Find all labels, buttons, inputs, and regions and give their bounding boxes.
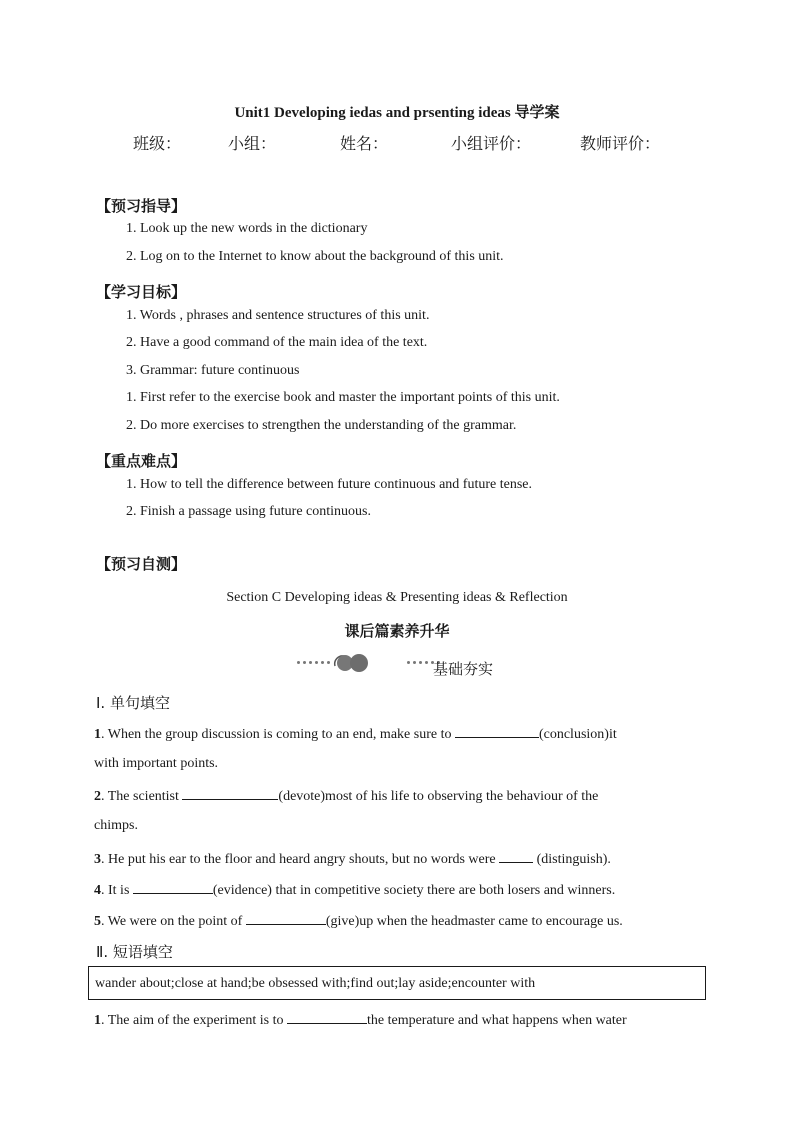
preview-guide-item: 1. Look up the new words in the dictionary: [126, 221, 368, 236]
badge-label: 基础夯实: [433, 660, 494, 678]
question-text: . He put his ear to the floor and heard angry shouts, but no words were: [101, 852, 500, 867]
question-hint: (give)up when the headmaster came to encourage us.: [325, 914, 623, 929]
question-text: . The scientist: [101, 789, 183, 804]
question-number: 3: [94, 852, 101, 867]
answer-blank[interactable]: [133, 881, 213, 894]
key-points-heading: 【重点难点】: [96, 452, 187, 470]
question-4: [94, 881, 698, 899]
question-text: . We were on the point of: [101, 914, 246, 929]
badge-circles-icon: [330, 652, 376, 674]
question-number: 1: [94, 1013, 101, 1028]
goal-item: 2. Have a good command of the main idea of the text.: [126, 335, 428, 350]
question-number: 1: [94, 727, 101, 742]
preview-guide-item: 2. Log on to the Internet to know about the background of this unit.: [126, 249, 504, 264]
phrase-box: [88, 966, 706, 1000]
key-point-item: 2. Finish a passage using future continuous.: [126, 504, 371, 519]
preview-guide-heading: 【预习指导】: [96, 197, 187, 215]
group-eval-label: 小组评价：: [451, 134, 532, 153]
goals-heading: 【学习目标】: [96, 283, 187, 301]
page-title: Unit1 Developing iedas and prsenting ideas 导学案: [234, 105, 560, 121]
question-text: . The aim of the experiment is to: [101, 1013, 287, 1028]
question-5: [94, 912, 698, 930]
question-number: 4: [94, 883, 101, 898]
class-label: 班级：: [133, 134, 182, 153]
question-1: [94, 725, 698, 743]
part2-question-1: [94, 1011, 698, 1029]
answer-blank[interactable]: [287, 1011, 367, 1024]
question-hint: the temperature and what happens when water: [366, 1013, 627, 1028]
key-point-item: 1. How to tell the difference between future continuous and future tense.: [126, 477, 532, 492]
question-text: . It is: [101, 883, 133, 898]
part1-heading: Ⅰ. 单句填空: [96, 694, 170, 712]
answer-blank[interactable]: [455, 725, 539, 738]
section-subtitle: 课后篇素养升华: [344, 622, 450, 640]
question-hint: (distinguish).: [533, 852, 611, 867]
question-text: . When the group discussion is coming to an end, make sure to: [101, 727, 455, 742]
goal-item: 1. Words , phrases and sentence structures of this unit.: [126, 308, 430, 323]
answer-blank[interactable]: [499, 850, 533, 863]
part2-heading: Ⅱ. 短语填空: [96, 943, 173, 961]
question-2-cont: chimps.: [94, 818, 138, 833]
question-2: [94, 787, 698, 805]
question-hint: (conclusion)it: [538, 727, 617, 742]
goal-item: 2. Do more exercises to strengthen the understanding of the grammar.: [126, 418, 517, 433]
name-label: 姓名：: [340, 134, 389, 153]
dotted-line-left: [297, 661, 330, 664]
question-hint: (evidence) that in competitive society there are both losers and winners.: [212, 883, 616, 898]
self-test-heading: 【预习自测】: [96, 555, 187, 573]
question-number: 2: [94, 789, 101, 804]
group-label: 小组：: [228, 134, 277, 153]
section-line: Section C Developing ideas & Presenting ideas & Reflection: [226, 590, 568, 605]
goal-item: 1. First refer to the exercise book and master the important points of this unit.: [126, 390, 560, 405]
goal-item: 3. Grammar: future continuous: [126, 363, 300, 378]
answer-blank[interactable]: [246, 912, 326, 925]
question-hint: (devote)most of his life to observing the behaviour of the: [278, 789, 599, 804]
question-number: 5: [94, 914, 101, 929]
answer-blank[interactable]: [182, 787, 278, 800]
question-1-cont: with important points.: [94, 756, 219, 771]
question-3: [94, 850, 698, 868]
teacher-eval-label: 教师评价：: [580, 134, 661, 153]
phrase-list: wander about;close at hand;be obsessed with;find out;lay aside;encounter with: [95, 976, 536, 991]
